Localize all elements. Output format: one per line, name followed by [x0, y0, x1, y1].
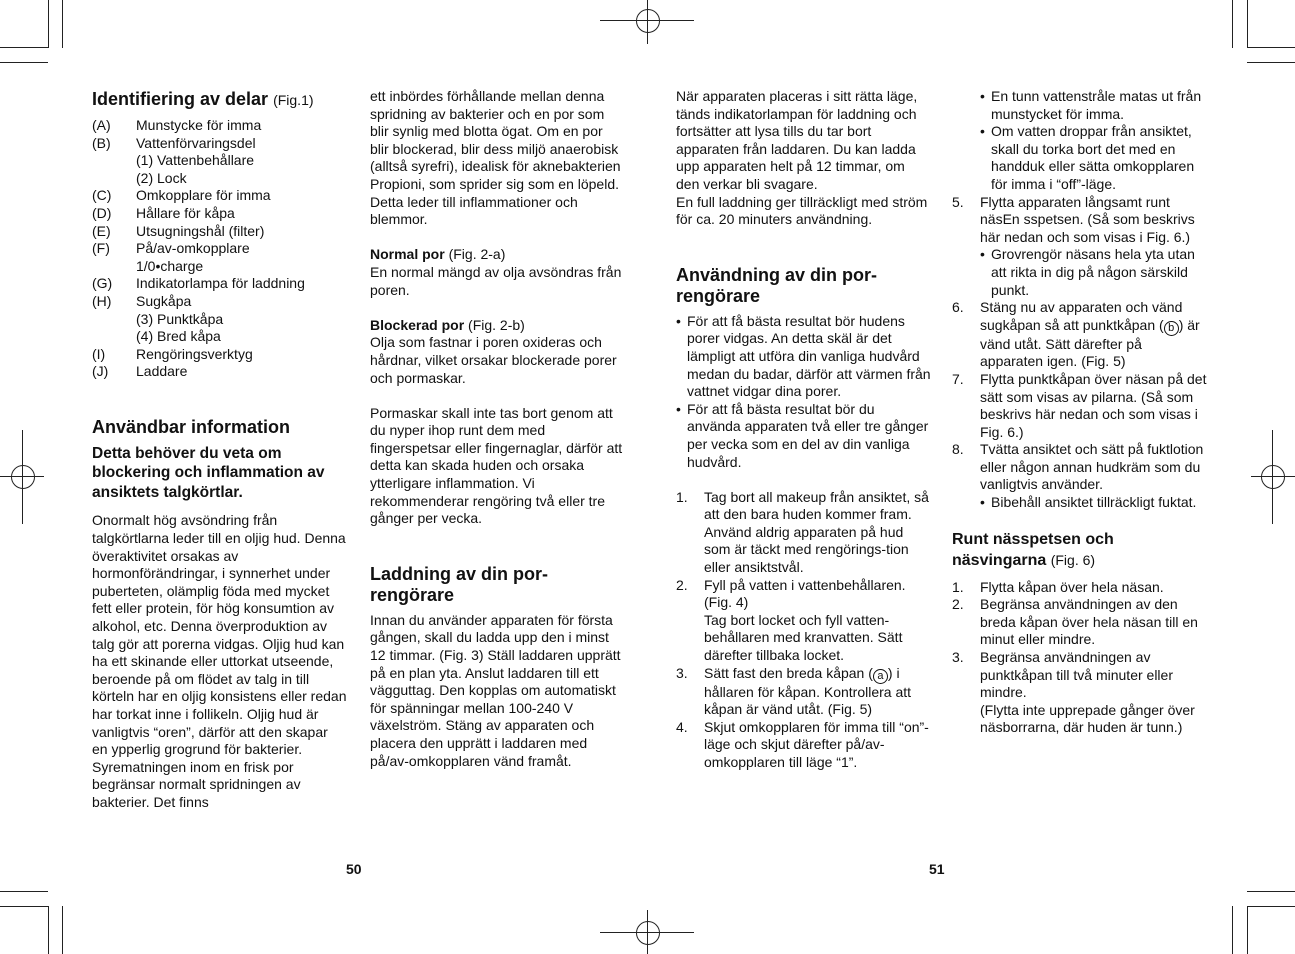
- part-label: (B): [92, 134, 111, 151]
- usage-bullet: • För att få bästa resultat bör hudens porer vidgas. An detta skäl är det lämpligt att utföra din vanliga hudvård medan du badar, därför att värmen från vattnet vidgar dina porer.: [676, 313, 931, 401]
- part-label: (F): [92, 240, 110, 257]
- crop-mark: [1247, 891, 1295, 892]
- crop-mark: [1247, 47, 1295, 48]
- usage-step: [952, 441, 1207, 511]
- nose-step: [952, 579, 1207, 597]
- column-1: [92, 88, 347, 812]
- usage-step: [952, 194, 1207, 300]
- part-label: (C): [92, 187, 112, 204]
- step-text: [704, 665, 931, 719]
- crop-mark: [1232, 906, 1233, 954]
- step-number: 2.: [952, 596, 964, 613]
- usage-step: [676, 665, 931, 719]
- page-number-left: 50: [346, 861, 362, 877]
- part-row: [92, 135, 347, 153]
- step-text-post: ) i hållaren för kåpan. Kontrollera att kåpan är vänd utåt. (Fig. 5): [704, 664, 912, 718]
- normal-pore-text: En normal mängd av olja avsöndras från poren.: [370, 263, 622, 298]
- charging-continued-2: En full laddning ger tillräckligt med ström för ca. 20 minuters användning.: [676, 193, 928, 228]
- part-text: (1) Vattenbehållare: [136, 152, 255, 169]
- crop-mark: [0, 62, 48, 63]
- part-subrow: [92, 170, 347, 188]
- column-2: [370, 88, 625, 770]
- parts-heading: [92, 88, 347, 111]
- step-text: Begränsa användningen av den breda kåpan över hela näsan till en minut eller mindre.: [980, 596, 1198, 648]
- crop-mark: [62, 906, 63, 954]
- step-bullet: • En tunn vattenstråle matas ut från munstycket för imma.: [980, 88, 1207, 123]
- usage-step: [676, 489, 931, 577]
- blocked-pore-ref: (Fig. 2-b): [468, 316, 525, 333]
- part-label: (J): [92, 363, 109, 380]
- part-text: Rengöringsverktyg: [136, 345, 253, 362]
- part-row: [92, 187, 347, 205]
- step-text: Flytta punktkåpan över näsan på det sätt som visas av pilarna. (Så som beskrivs här nedan och som visas i Fig. 6.): [980, 370, 1207, 440]
- step-bullet: • Grovrengör näsans hela yta utan att rikta in dig på någon särskild punkt.: [980, 246, 1207, 299]
- usage-step: [952, 299, 1207, 371]
- crop-mark: [1247, 62, 1295, 63]
- registration-circle: [636, 921, 660, 945]
- crop-mark: [1247, 0, 1248, 48]
- step-number: 8.: [952, 441, 964, 458]
- part-text: Indikatorlampa för laddning: [136, 275, 305, 292]
- nose-step: [952, 596, 1207, 649]
- blocked-pore-block: [370, 317, 625, 335]
- step-number: 5.: [952, 193, 964, 210]
- parts-fig-ref: (Fig.1): [273, 92, 314, 108]
- crop-mark: [1247, 906, 1248, 954]
- column-3: [676, 88, 931, 772]
- step-number: 3.: [676, 664, 688, 681]
- part-text: Hållare för kåpa: [136, 204, 235, 221]
- part-label: (G): [92, 275, 113, 292]
- step-number: 1.: [676, 488, 688, 505]
- normal-pore-ref: (Fig. 2-a): [448, 246, 506, 263]
- registration-circle: [636, 9, 660, 33]
- step-extra: Tag bort locket och fyll vatten-behållaren med kranvatten. Sätt därefter tillbaka locket.: [704, 611, 903, 664]
- step-number: 3.: [952, 649, 964, 666]
- step-text: Flytta kåpan över hela näsan.: [980, 578, 1164, 595]
- crop-mark: [48, 906, 49, 954]
- part-subrow: [92, 328, 347, 346]
- step-bullet: • Bibehåll ansiktet tillräckligt fuktat.: [980, 494, 1207, 512]
- info-subheading: Detta behöver du veta om blockering och inflammation av ansiktets talgkörtlar.: [92, 444, 325, 501]
- registration-circle: [11, 465, 35, 489]
- step-extra: Använd aldrig apparaten på hud som är täckt med rengörings-tion eller ansiktstvål.: [704, 523, 909, 576]
- nose-step: [952, 649, 1207, 737]
- page-number-right: 51: [929, 861, 945, 877]
- part-text: 1/0•charge: [136, 257, 204, 274]
- part-label: (I): [92, 345, 106, 362]
- usage-heading: Användning av din por-rengörare: [676, 264, 877, 306]
- nose-fig-ref: (Fig. 6): [1050, 551, 1096, 568]
- crop-mark: [1232, 0, 1233, 48]
- part-subrow: [92, 258, 347, 276]
- crop-mark: [1247, 906, 1295, 907]
- column-4: [952, 88, 1207, 737]
- step-text-pre: Stäng nu av apparaten och vänd sugkåpan så att punktkåpan (: [980, 299, 1183, 333]
- parts-heading-text: Identifiering av delar: [92, 89, 269, 109]
- step-text: Tag bort all makeup från ansiktet, så att den bara huden kommer fram.: [704, 488, 929, 523]
- part-label: (A): [92, 117, 111, 133]
- part-row: [92, 205, 347, 223]
- part-row: [92, 363, 347, 381]
- step-number: 7.: [952, 370, 964, 387]
- step-text-post: ) är vänd utåt. Sätt därefter på apparaten igen. (Fig. 5): [980, 316, 1200, 370]
- step-number: 2.: [676, 576, 688, 593]
- nose-heading: [952, 530, 1207, 571]
- nose-heading-text: Runt nässpetsen och näsvingarna: [952, 530, 1114, 569]
- step-text: Flytta apparaten långsamt runt näsEn sspetsen. (Så som beskrivs här nedan och som visas i Fig. 6.): [980, 193, 1195, 245]
- part-text: Vattenförvaringsdel: [136, 134, 256, 151]
- parts-list: [92, 117, 347, 381]
- part-row: [92, 293, 347, 311]
- step-extra: (Flytta inte upprepade gånger över näsborrarna, där huden är tunn.): [980, 701, 1195, 736]
- part-row: [92, 275, 347, 293]
- step-number: 4.: [676, 718, 688, 735]
- crop-mark: [48, 0, 49, 48]
- part-row: [92, 346, 347, 364]
- crop-mark: [0, 906, 48, 907]
- part-text: (2) Lock: [136, 169, 187, 186]
- part-label: (H): [92, 292, 112, 309]
- part-subrow: [92, 152, 347, 170]
- usage-bullet: • För att få bästa resultat bör du använda apparaten två eller tre gånger per vecka som en del av din vanliga hudvård.: [676, 401, 931, 471]
- usage-step: [676, 719, 931, 772]
- step-text: Begränsa användningen av punktkåpan till två minuter eller mindre.: [980, 649, 1173, 701]
- circled-letter-b: b: [1164, 321, 1179, 336]
- crop-mark: [0, 891, 48, 892]
- part-label: (D): [92, 204, 112, 221]
- step-number: 6.: [952, 299, 964, 316]
- charging-paragraph: Innan du använder apparaten för första gången, skall du ladda upp den i minst 12 timmar. (Fig. 3) Ställ laddaren upprätt på en plan yta. Anslut laddaren till ett vägguttag. Den kopplas om automatiskt för spänningar mellan 100-240 V växelström. Stäng av apparaten och placera den upprätt i laddaren med på/av-omkopplaren vänd framåt.: [370, 611, 621, 769]
- intro-paragraph: ett inbördes förhållande mellan denna spridning av bakterier och en por som blir synlig med blotta ögat. Om en por blir blockerad, blir dess miljö anaerobisk (alltså syrefri), idealisk för aknebakterien Propioni, som sprider sig som en löpeld. Detta leder till inflammationer och blemmor.: [370, 88, 621, 228]
- crop-mark: [62, 0, 63, 48]
- blocked-pore-label: Blockerad por: [370, 316, 465, 333]
- usage-step: [952, 371, 1207, 441]
- part-row: [92, 240, 347, 258]
- part-text: Omkopplare för imma: [136, 187, 271, 204]
- part-text: Sugkåpa: [136, 292, 192, 309]
- info-heading: Användbar information: [92, 416, 291, 437]
- blocked-pore-text: Olja som fastnar i poren oxideras och hårdnar, vilket orsakar blockerade porer och pormaskar.: [370, 334, 617, 386]
- circled-letter-a: a: [873, 669, 888, 684]
- part-text: På/av-omkopplare: [136, 240, 250, 257]
- step-text: Fyll på vatten i vattenbehållaren. (Fig. 4): [704, 576, 906, 611]
- charging-continued: När apparaten placeras i sitt rätta läge, tänds indikatorlampan för laddning och fortsätter att lysa tills du tar bort apparaten från laddaren. Du kan ladda upp apparaten helt på 12 timmar, om den verkar bli svagare.: [676, 88, 918, 192]
- warning-paragraph: Pormaskar skall inte tas bort genom att du nyper ihop runt dem med fingerspetsar eller fingernaglar, därför att detta kan skada huden och orsaka ytterligare inflammation. Vi rekommenderar rengöring två eller tre gånger per vecka.: [370, 404, 623, 527]
- step-number: 1.: [952, 578, 964, 595]
- part-row: [92, 223, 347, 241]
- part-subrow: [92, 311, 347, 329]
- part-row: [92, 117, 347, 135]
- part-text: Utsugningshål (filter): [136, 222, 265, 239]
- step-text: [980, 299, 1207, 371]
- part-text: (4) Bred kåpa: [136, 328, 221, 345]
- step-bullet: • Om vatten droppar från ansiktet, skall du torka bort det med en handduk eller sätta omkopplaren för imma i “off”-läge.: [980, 123, 1207, 193]
- charging-heading: Laddning av din por-rengörare: [370, 563, 548, 605]
- part-text: Laddare: [136, 363, 188, 380]
- step-text: Tvätta ansiktet och sätt på fuktlotion eller någon annan hudkräm som du vanligtvis använder.: [980, 441, 1204, 493]
- info-paragraph: Onormalt hög avsöndring från talgkörtlarna leder till en oljig hud. Denna överaktivitet orsakas av hormonförändringar, i synnerhet under puberteten, olämplig föda med mycket fett eller protein, för hög konsumtion av alkohol, etc. Denna överproduktion av talg gör att porerna vidgas. Oljig hud kan ha ett skinande eller uttorkat utseende, beroende på om flödet av talg in till körteln har en oljig konsistens eller redan har torkat inne i follikeln. Oljig hud är vanligtvis “oren”, därför att den skapar en ypperlig grogrund för bakterier. Syrematningen inom en frisk por begränsar normalt spridningen av bakterier. Det finns: [92, 512, 347, 810]
- crop-mark: [0, 47, 48, 48]
- normal-pore-label: Normal por: [370, 246, 445, 263]
- normal-pore-block: [370, 246, 625, 264]
- registration-circle: [1261, 465, 1285, 489]
- step-text: Skjut omkopplaren för imma till “on”-läge och skjut därefter på/av-omkopplaren till läge “1”.: [704, 718, 929, 770]
- part-text: Munstycke för imma: [136, 117, 262, 133]
- usage-step: [676, 577, 931, 665]
- part-text: (3) Punktkåpa: [136, 310, 224, 327]
- part-label: (E): [92, 222, 111, 239]
- step-text-pre: Sätt fast den breda kåpan (: [704, 664, 873, 681]
